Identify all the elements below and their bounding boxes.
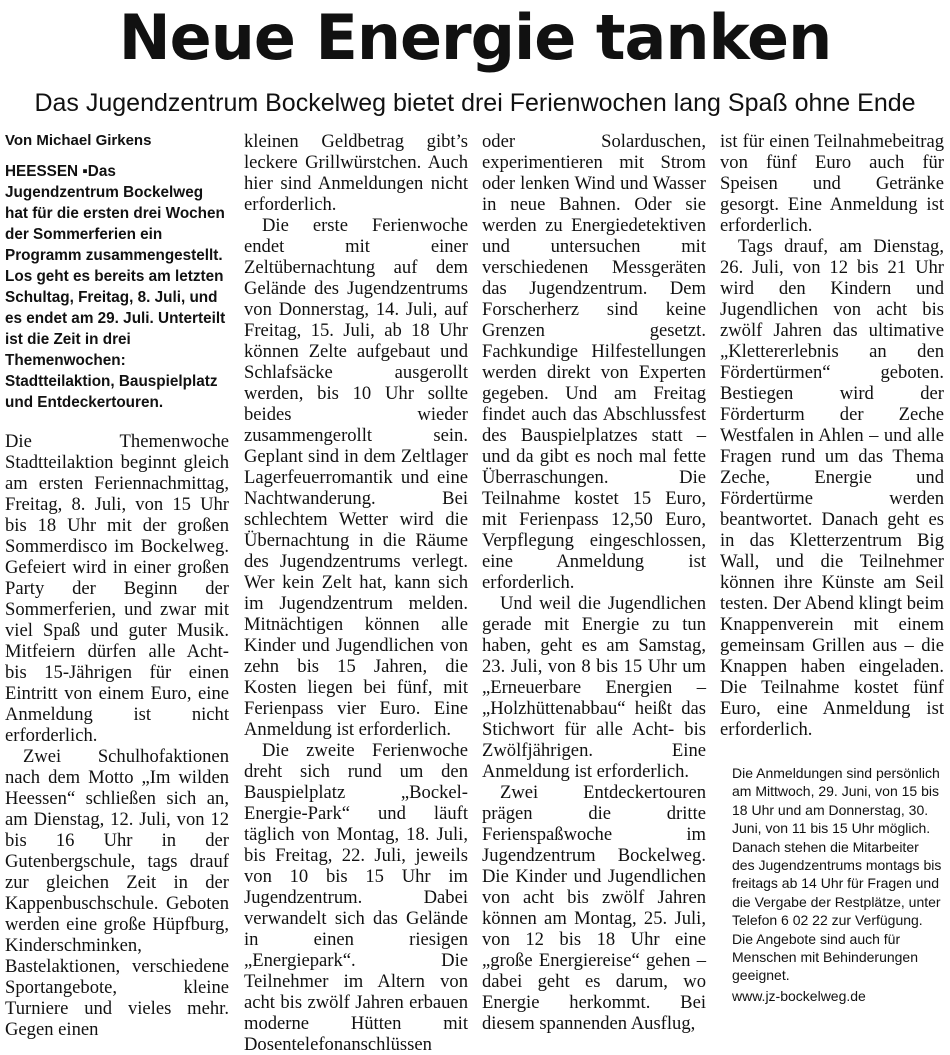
article-column-3 xyxy=(482,131,706,1034)
body-paragraph: kleinen Geldbetrag gibt’s leckere Grillwürstchen. Auch hier sind Anmeldungen nicht erforderlich. xyxy=(244,131,468,215)
body-paragraph: oder Solarduschen, experimentieren mit Strom oder lenken Wind und Wasser in neue Bahnen. Oder sie werden zu Energiedetektiven und untersuchen mit verschiedenen Messgeräten das Jugendzentrum. Dem Forscherherz sind keine Grenzen gesetzt. Fachkundige Hilfestellungen werden direkt von Experten gegeben. Und am Freitag findet auch das Abschlussfest des Bauspielplatzes statt – und da gibt es noch mal fette Überraschungen. Die Teilnahme kostet 15 Euro, mit Ferienpass 12,50 Euro, Verpflegung eingeschlossen, eine Anmeldung ist erforderlich. xyxy=(482,131,706,593)
lead-paragraph xyxy=(5,161,229,413)
article-column-4 xyxy=(720,131,944,1005)
author-byline: Von Michael Girkens xyxy=(5,132,152,149)
body-paragraph: Zwei Schulhofaktionen nach dem Motto „Im wilden Heessen“ schließen sich an, am Dienstag, 12. Juli, von 12 bis 16 Uhr in der Gutenbergschule, tags drauf zur gleichen Zeit in der Kappenbuschschule. Geboten werden eine große Hüpfburg, Kinderschminken, Bastelaktionen, verschiedene Sportangebote, kleine Turniere und vieles mehr. Gegen einen xyxy=(5,746,229,1040)
website-link[interactable]: www.jz-bockelweg.de xyxy=(732,987,866,1004)
info-box xyxy=(720,764,944,1005)
lead-text: Das Jugendzentrum Bockelweg hat für die ersten drei Wochen der Sommerferien ein Programm zusammengestellt. Los geht es bereits am letzten Schultag, Freitag, 8. Juli, und es endet am 29. Juli. Unterteilt ist die Zeit in drei Themenwochen: Stadtteilaktion, Bauspielplatz und Entdeckertouren. xyxy=(5,163,226,411)
article-subheadline: Das Jugendzentrum Bockelweg bietet drei Ferienwochen lang Spaß ohne Ende xyxy=(34,89,916,117)
dateline-location: HEESSEN ▪ xyxy=(5,163,88,180)
body-paragraph: Die Themenwoche Stadtteilaktion beginnt gleich am ersten Feriennachmittag, Freitag, 8. Juli, von 15 Uhr bis 18 Uhr mit der großen Sommerdisco im Bockelweg. Gefeiert wird in einer großen Party der Beginn der Sommerferien, und zwar mit viel Spaß und guter Musik. Mitfeiern dürfen alle Acht- bis 15-Jährigen für einen Eintritt von einem Euro, eine Anmeldung ist nicht erforderlich. xyxy=(5,431,229,746)
article-headline: Neue Energie tanken xyxy=(118,1,832,74)
body-paragraph: Die erste Ferienwoche endet mit einer Zeltübernachtung auf dem Gelände des Jugendzentrums von Donnerstag, 14. Juli, auf Freitag, 15. Juli, ab 18 Uhr können Zelte aufgebaut und Schlafsäcke ausgerollt werden, bis 10 Uhr sollte beides wieder zusammengerollt sein. Geplant sind in dem Zeltlager Lagerfeuerromantik und eine Nachtwanderung. Bei schlechtem Wetter wird die Übernachtung in die Räume des Jugendzentrums verlegt. Wer kein Zelt hat, kann sich im Jugendzentrum melden. Mitnächtigen können alle Kinder und Jugendlichen von zehn bis 15 Jahren, die Kosten liegen bei fünf, mit Ferienpass vier Euro. Eine Anmeldung ist erforderlich. xyxy=(244,215,468,740)
body-paragraph: Und weil die Jugendlichen gerade mit Energie zu tun haben, geht es am Samstag, 23. Juli, von 8 bis 15 Uhr um „Erneuerbare Energien – „Holzhüttenabbau“ heißt das Stichwort für alle Acht- bis Zwölfjährigen. Eine Anmeldung ist erforderlich. xyxy=(482,593,706,782)
info-box-text: Die Anmeldungen sind persönlich am Mittwoch, 29. Juni, von 15 bis 18 Uhr und am Donnerstag, 30. Juni, von 11 bis 15 Uhr möglich. Danach stehen die Mitarbeiter des Jugendzentrums montags bis freitags ab 14 Uhr für Fragen und die Vergabe der Restplätze, unter Telefon 6 02 22 zur Verfügung. Die Angebote sind auch für Menschen mit Behinderungen geeignet. xyxy=(732,765,942,984)
body-paragraph: Zwei Entdeckertouren prägen die dritte Ferienspaßwoche im Jugendzentrum Bockelweg. Die Kinder und Jugendlichen von acht bis zwölf Jahren können am Montag, 25. Juli, von 12 bis 18 Uhr eine „große Energiereise“ gehen – dabei geht es darum, wo Energie herkommt. Bei diesem spannenden Ausflug, xyxy=(482,782,706,1034)
article-column-2 xyxy=(244,131,468,1055)
body-paragraph: Die zweite Ferienwoche dreht sich rund um den Bauspielplatz „Bockel-Energie-Park“ und läuft täglich von Montag, 18. Juli, bis Freitag, 22. Juli, jeweils von 10 bis 15 Uhr im Jugendzentrum. Dabei verwandelt sich das Gelände in einen riesigen „Energiepark“. Die Teilnehmer im Altern von acht bis zwölf Jahren erbauen moderne Hütten mit Dosentelefonanschlüssen xyxy=(244,740,468,1055)
article-column-1 xyxy=(5,131,229,1040)
body-paragraph: ist für einen Teilnahmebeitrag von fünf Euro auch für Speisen und Getränke gesorgt. Eine Anmeldung ist erforderlich. xyxy=(720,131,944,236)
body-paragraph: Tags drauf, am Dienstag, 26. Juli, von 12 bis 21 Uhr wird den Kindern und Jugendlichen von acht bis zwölf Jahren das ultimative „Klettererlebnis an den Fördertürmen“ geboten. Bestiegen wird der Förderturm der Zeche Westfalen in Ahlen – und alle Fragen rund um das Thema Zeche, Energie und Fördertürme werden beantwortet. Danach geht es in das Kletterzentrum Big Wall, und die Teilnehmer können ihre Künste am Seil testen. Der Abend klingt beim Knappenverein mit einem gemeinsam Grillen aus – die Knappen haben eingeladen. Die Teilnahme kostet fünf Euro, eine Anmeldung ist erforderlich. xyxy=(720,236,944,740)
